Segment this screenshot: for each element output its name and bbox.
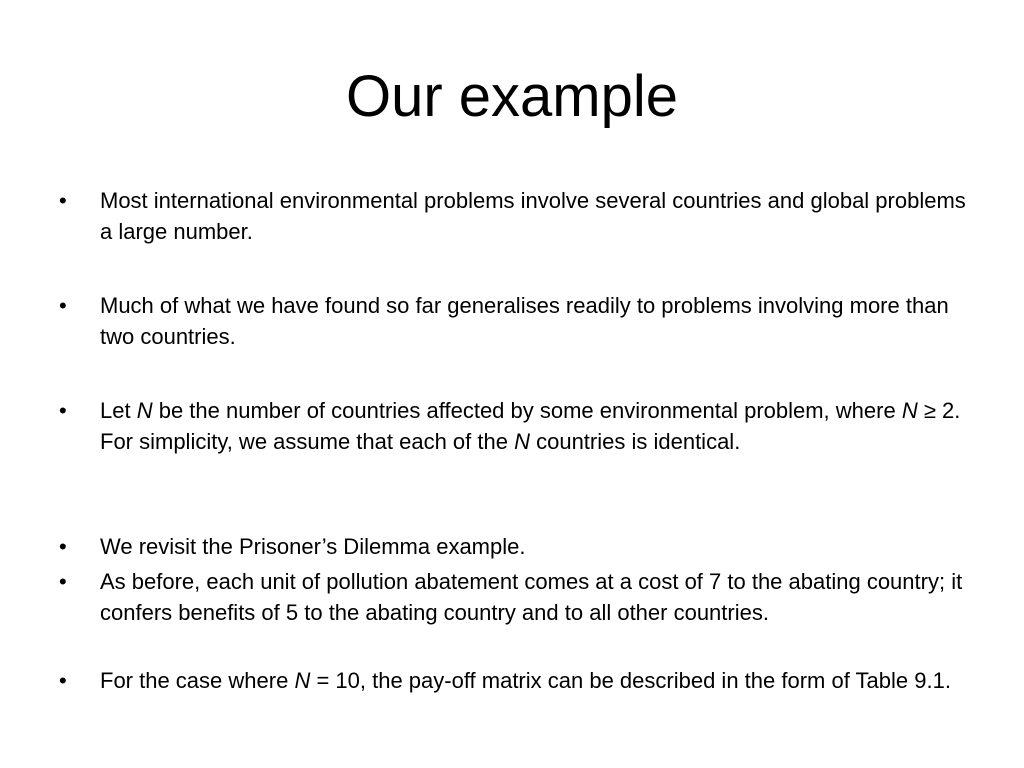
bullet-marker: •: [59, 293, 67, 318]
bullet-text: [100, 665, 980, 696]
bullet-text: As before, each unit of pollution abatement comes at a cost of 7 to the abating country; it confers benefits of 5 to the abating country and to all other countries.: [100, 569, 963, 625]
variable-n: N: [901, 398, 918, 423]
slide-title: Our example: [345, 64, 679, 129]
text-segment: countries is identical.: [529, 429, 741, 454]
text-segment: For the case where: [100, 668, 295, 693]
text-segment: = 10, the pay-off matrix can be described in the form of Table 9.1.: [310, 668, 951, 693]
bullet-marker: •: [59, 569, 67, 594]
bullet-text: Most international environmental problems involve several countries and global problems a large number.: [100, 188, 966, 244]
text-segment: Let: [100, 398, 137, 423]
bullet-marker: •: [59, 534, 67, 559]
variable-n: N: [136, 398, 153, 423]
variable-n: N: [294, 668, 311, 693]
bullet-marker: •: [59, 668, 67, 693]
text-segment: ≥ 2. For simplicity, we assume that each of the: [100, 398, 961, 454]
bullet-marker: •: [59, 398, 67, 423]
bullet-text: [100, 395, 980, 457]
text-segment: be the number of countries affected by some environmental problem, where: [152, 398, 902, 423]
bullet-marker: •: [59, 188, 67, 213]
variable-n: N: [514, 429, 530, 454]
bullet-text: We revisit the Prisoner’s Dilemma example.: [100, 534, 526, 559]
bullet-text: Much of what we have found so far generalises readily to problems involving more than two countries.: [100, 293, 949, 349]
